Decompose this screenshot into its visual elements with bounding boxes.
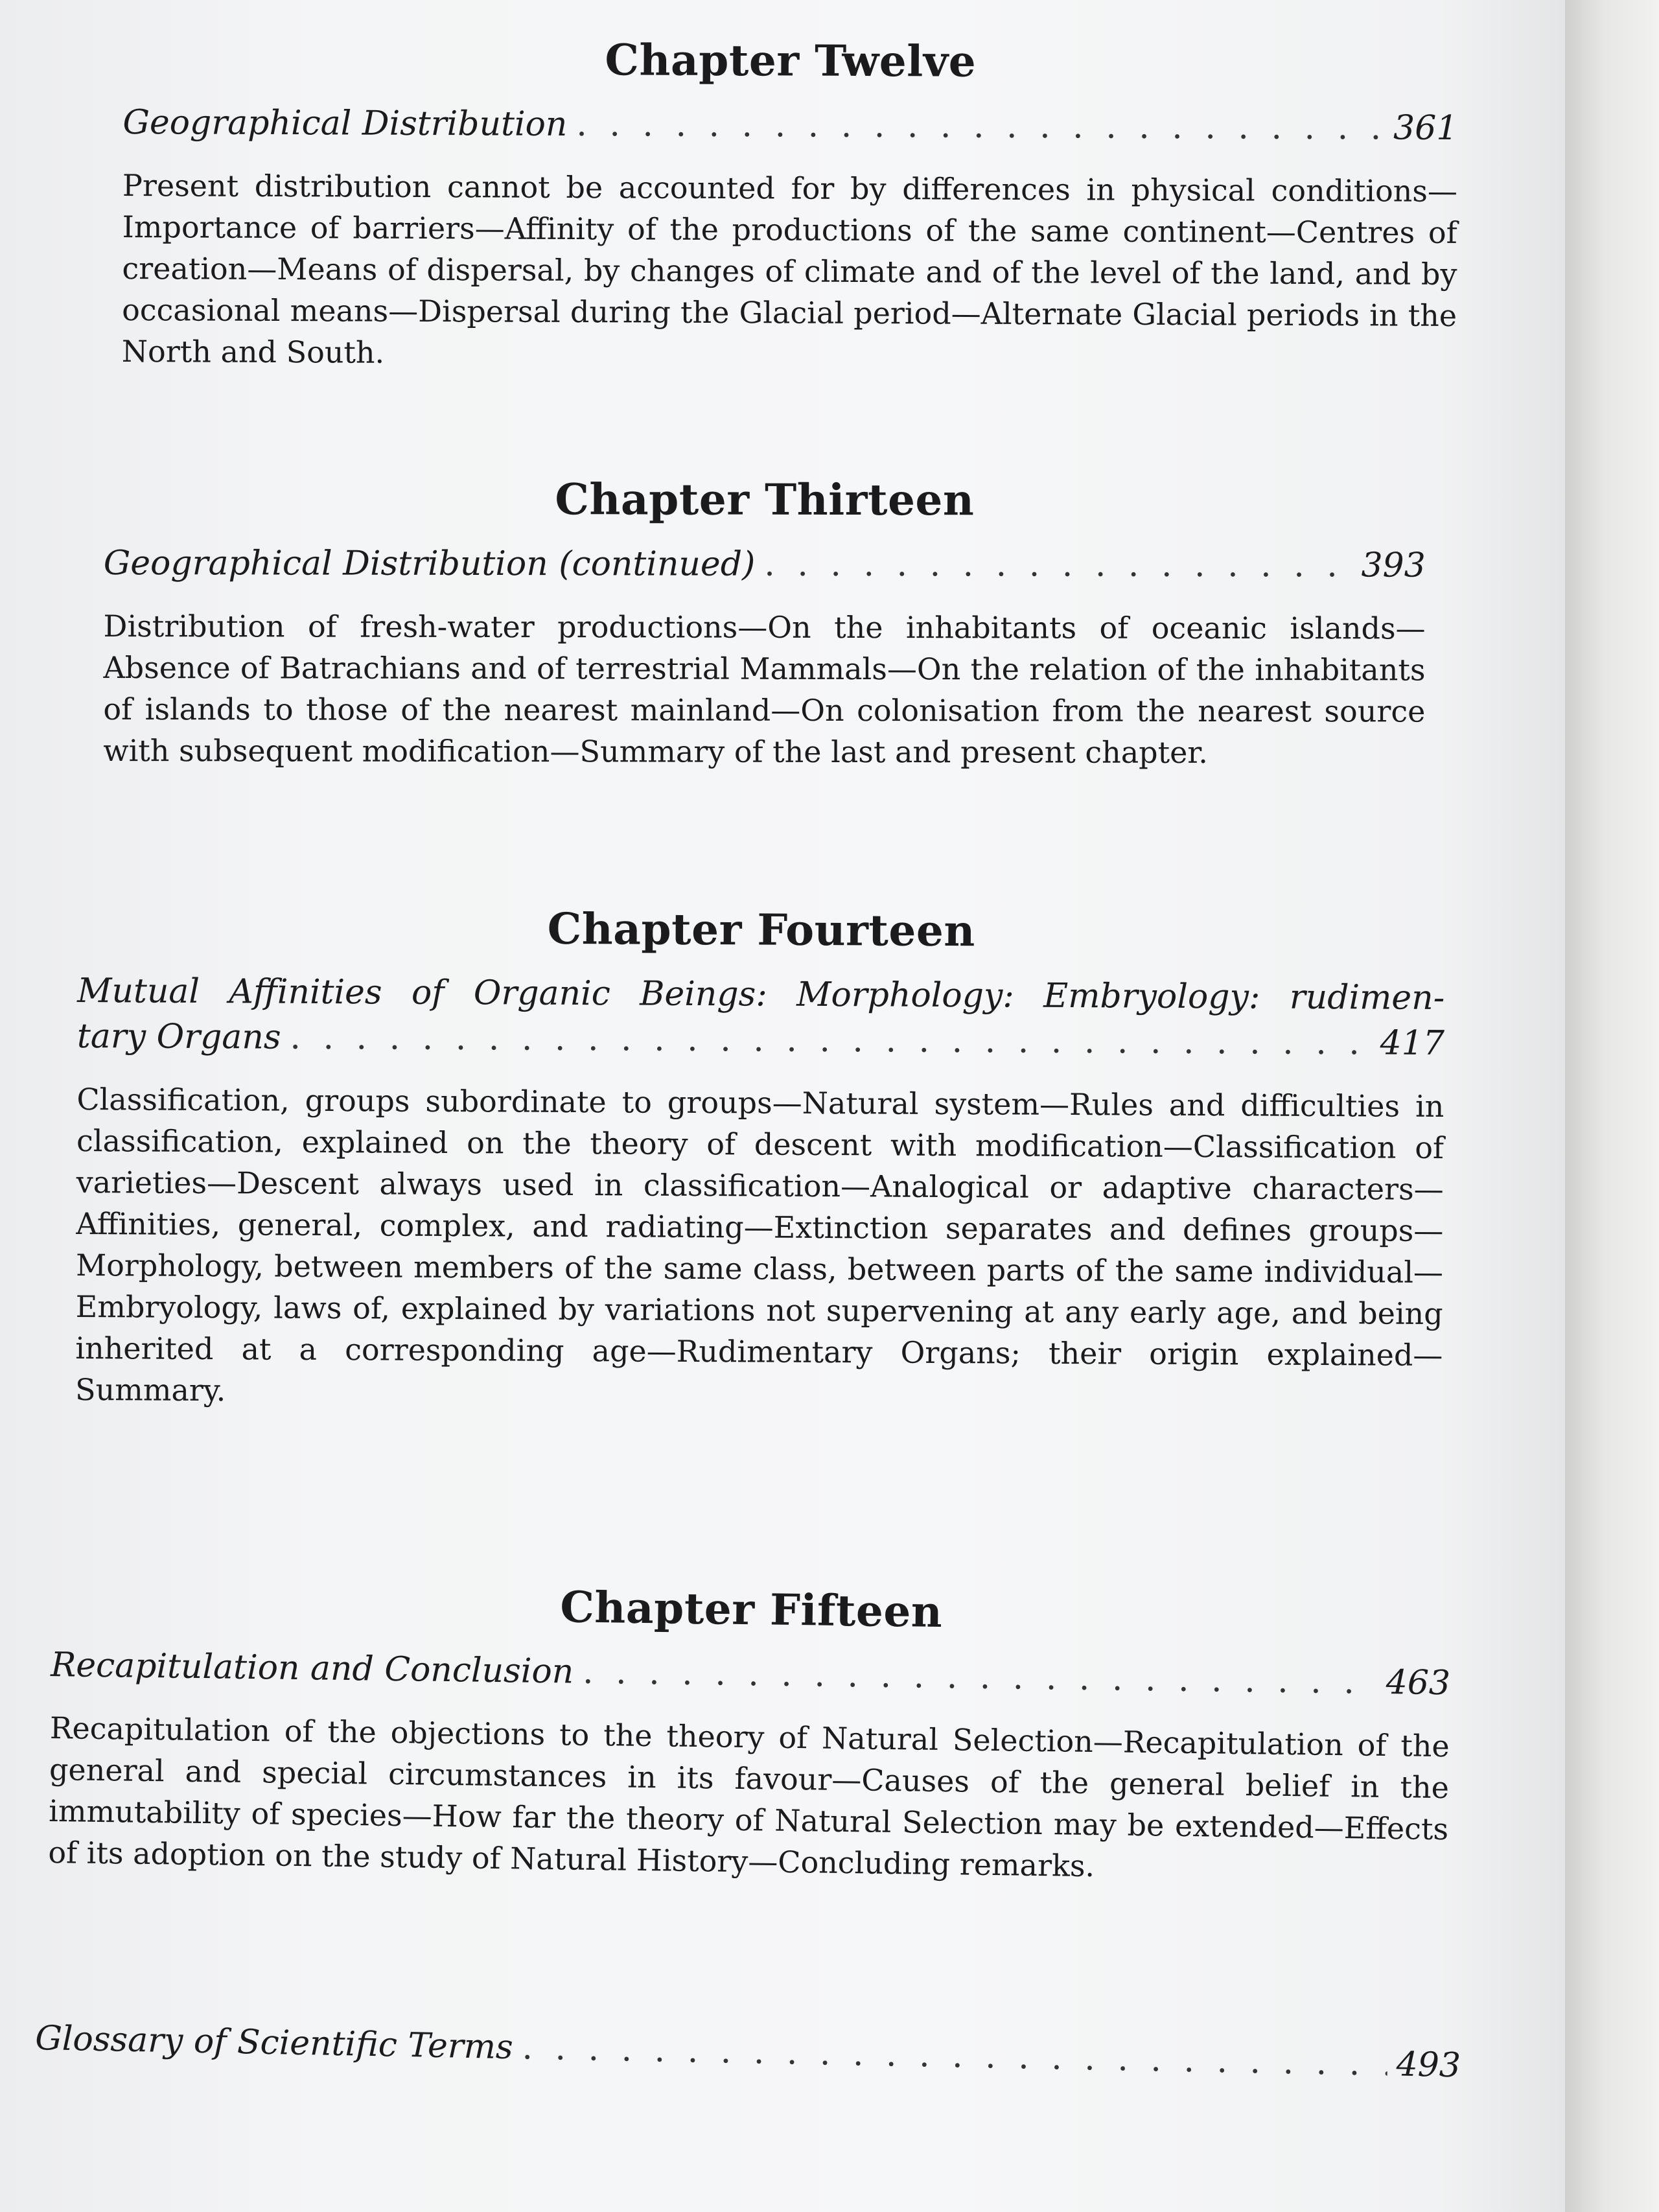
page-number: 417 [1380,1023,1445,1064]
toc-entry [35,2016,1461,2088]
chapter-summary: Classification, groups subordinate to groups—Natural system—Rules and difficulties in classification, explained on the theory of descent with modification—Classification of varieties—Descent always used in classification—Analogical or adaptive characters—Affinities, general, complex, and radiating—Extinction separates and defines groups—Morphology, between members of the same class, between parts of the same individual—Embryology, laws of, explained by variations not supervening at any early age, and being inherited at a corresponding age—Rudimentary Organs; their origin explained—Summary. [75,1081,1444,1408]
page-number: 393 [1361,546,1426,585]
toc-entry[interactable] [104,541,1426,588]
entry-title: Geographical Distribution [122,102,568,144]
chapter-heading: Chapter Fifteen [559,1581,943,1637]
chapter-summary: Recapitulation of the objections to the theory of Natural Selection—Recapitulation of the general and special circumstances in its favour—Causes of the general belief in the immutability of species—How far the theory of Natural Selection may be extended—Effects of its adoption on the study of Natural History—Concluding remarks. [48,1710,1450,1884]
entry-title-line1[interactable]: Mutual Affinities of Organic Beings: Morphology: Embryology: rudimen- [77,971,1445,1018]
entry-title-line2: tary Organs [76,1016,281,1057]
entry-title: Recapitulation and Conclusion [50,1645,574,1692]
book-gutter [1565,0,1659,2212]
entry-title: Geographical Distribution (continued) [103,543,756,584]
toc-entry[interactable] [77,1014,1444,1066]
chapter-summary: Present distribution cannot be accounted for by differences in physical conditions—Importance of barriers—Affinity of the productions of the same continent—Centres of creation—Means of dispersal, by changes of climate and of the level of the land, and by occasional means—Dispersal during the Glacial period—Alternate Glacial periods in the North and South. [121,167,1458,370]
dot-leader [290,1015,1371,1066]
chapter-heading: Chapter Fourteen [547,903,976,957]
chapter-summary: Distribution of fresh-water productions—On the inhabitants of oceanic islands—Absence of Batrachians and of terrestrial Mammals—On the relation of the inhabitants of islands to those of the nearest mainland—On colonisation from the nearest source with subsequent modification—Summary of the last and present chapter. [103,608,1426,770]
chapter-thirteen [103,473,1426,804]
glossary-entry[interactable] [35,2016,1461,2088]
dot-leader [576,102,1384,150]
page-number: 361 [1393,108,1458,148]
chapter-twelve [122,32,1458,408]
chapter-fifteen [47,1575,1451,1921]
entry-title: Glossary of Scientific Terms [34,2018,514,2067]
page-number: 493 [1396,2045,1461,2086]
chapter-heading: Chapter Thirteen [555,474,975,526]
page-number: 463 [1386,1662,1451,1703]
toc-entry[interactable] [51,1642,1451,1706]
chapter-heading: Chapter Twelve [605,34,977,87]
dot-leader [522,2025,1387,2087]
dot-leader [583,1649,1377,1705]
chapter-fourteen [75,901,1445,1447]
toc-entry[interactable] [122,100,1457,151]
dot-leader [764,542,1352,588]
